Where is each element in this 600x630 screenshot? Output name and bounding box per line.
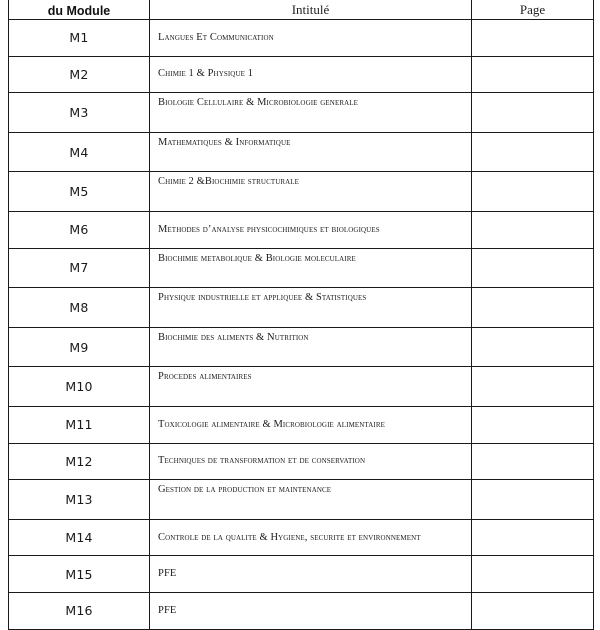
table-row (9, 93, 594, 133)
module-code: M15 (9, 556, 150, 593)
module-title: Gestion de la production et maintenance (150, 480, 472, 520)
module-title: Toxicologie alimentaire & Microbiologie alimentaire (150, 406, 472, 443)
module-page (472, 288, 594, 328)
module-title: Chimie 1 & Physique 1 (150, 56, 472, 93)
table-row (9, 592, 594, 629)
module-page (472, 20, 594, 57)
module-page (472, 56, 594, 93)
module-page (472, 132, 594, 172)
module-title: Procedes alimentaires (150, 367, 472, 407)
module-page (472, 406, 594, 443)
module-code: M16 (9, 592, 150, 629)
module-code: M8 (9, 288, 150, 328)
module-title: Techniques de transformation et de conservation (150, 443, 472, 480)
module-code: M10 (9, 367, 150, 407)
module-code: M12 (9, 443, 150, 480)
module-page (472, 367, 594, 407)
module-code: M6 (9, 211, 150, 248)
table-row (9, 327, 594, 367)
module-code: M2 (9, 56, 150, 93)
module-title: Physique industrielle et appliquee & Statistiques (150, 288, 472, 328)
table-row (9, 132, 594, 172)
table-row (9, 20, 594, 57)
module-code: M5 (9, 172, 150, 212)
table-row (9, 443, 594, 480)
module-title: Biologie Cellulaire & Microbiologie generale (150, 93, 472, 133)
module-title: PFE (150, 592, 472, 629)
module-title: Methodes d’analyse physicochimiques et biologiques (150, 211, 472, 248)
module-code: M1 (9, 20, 150, 57)
table-row (9, 248, 594, 288)
module-code: M7 (9, 248, 150, 288)
module-page (472, 480, 594, 520)
module-code: M3 (9, 93, 150, 133)
module-title: Biochimie metabolique & Biologie moleculaire (150, 248, 472, 288)
module-code: M14 (9, 519, 150, 556)
header-module-title: Intitulé (150, 0, 472, 20)
modules-table (8, 0, 594, 630)
header-module-code: du Module (9, 0, 150, 20)
module-page (472, 592, 594, 629)
module-page (472, 327, 594, 367)
module-title: Langues Et Communication (150, 20, 472, 57)
module-page (472, 519, 594, 556)
table-row (9, 211, 594, 248)
module-title: PFE (150, 556, 472, 593)
table-header-row (9, 0, 594, 20)
table-row (9, 406, 594, 443)
module-code: M9 (9, 327, 150, 367)
module-page (472, 443, 594, 480)
module-page (472, 211, 594, 248)
table-row (9, 172, 594, 212)
table-row (9, 556, 594, 593)
header-page: Page (472, 0, 594, 20)
module-code: M13 (9, 480, 150, 520)
table-row (9, 519, 594, 556)
module-page (472, 172, 594, 212)
module-code: M11 (9, 406, 150, 443)
module-page (472, 248, 594, 288)
module-code: M4 (9, 132, 150, 172)
module-page (472, 93, 594, 133)
table-row (9, 288, 594, 328)
module-title: Mathematiques & Informatique (150, 132, 472, 172)
module-title: Biochimie des aliments & Nutrition (150, 327, 472, 367)
table-row (9, 367, 594, 407)
module-title: Chimie 2 &Biochimie structurale (150, 172, 472, 212)
table-row (9, 480, 594, 520)
table-row (9, 56, 594, 93)
module-title: Controle de la qualite & Hygiene, securite et environnement (150, 519, 472, 556)
module-page (472, 556, 594, 593)
